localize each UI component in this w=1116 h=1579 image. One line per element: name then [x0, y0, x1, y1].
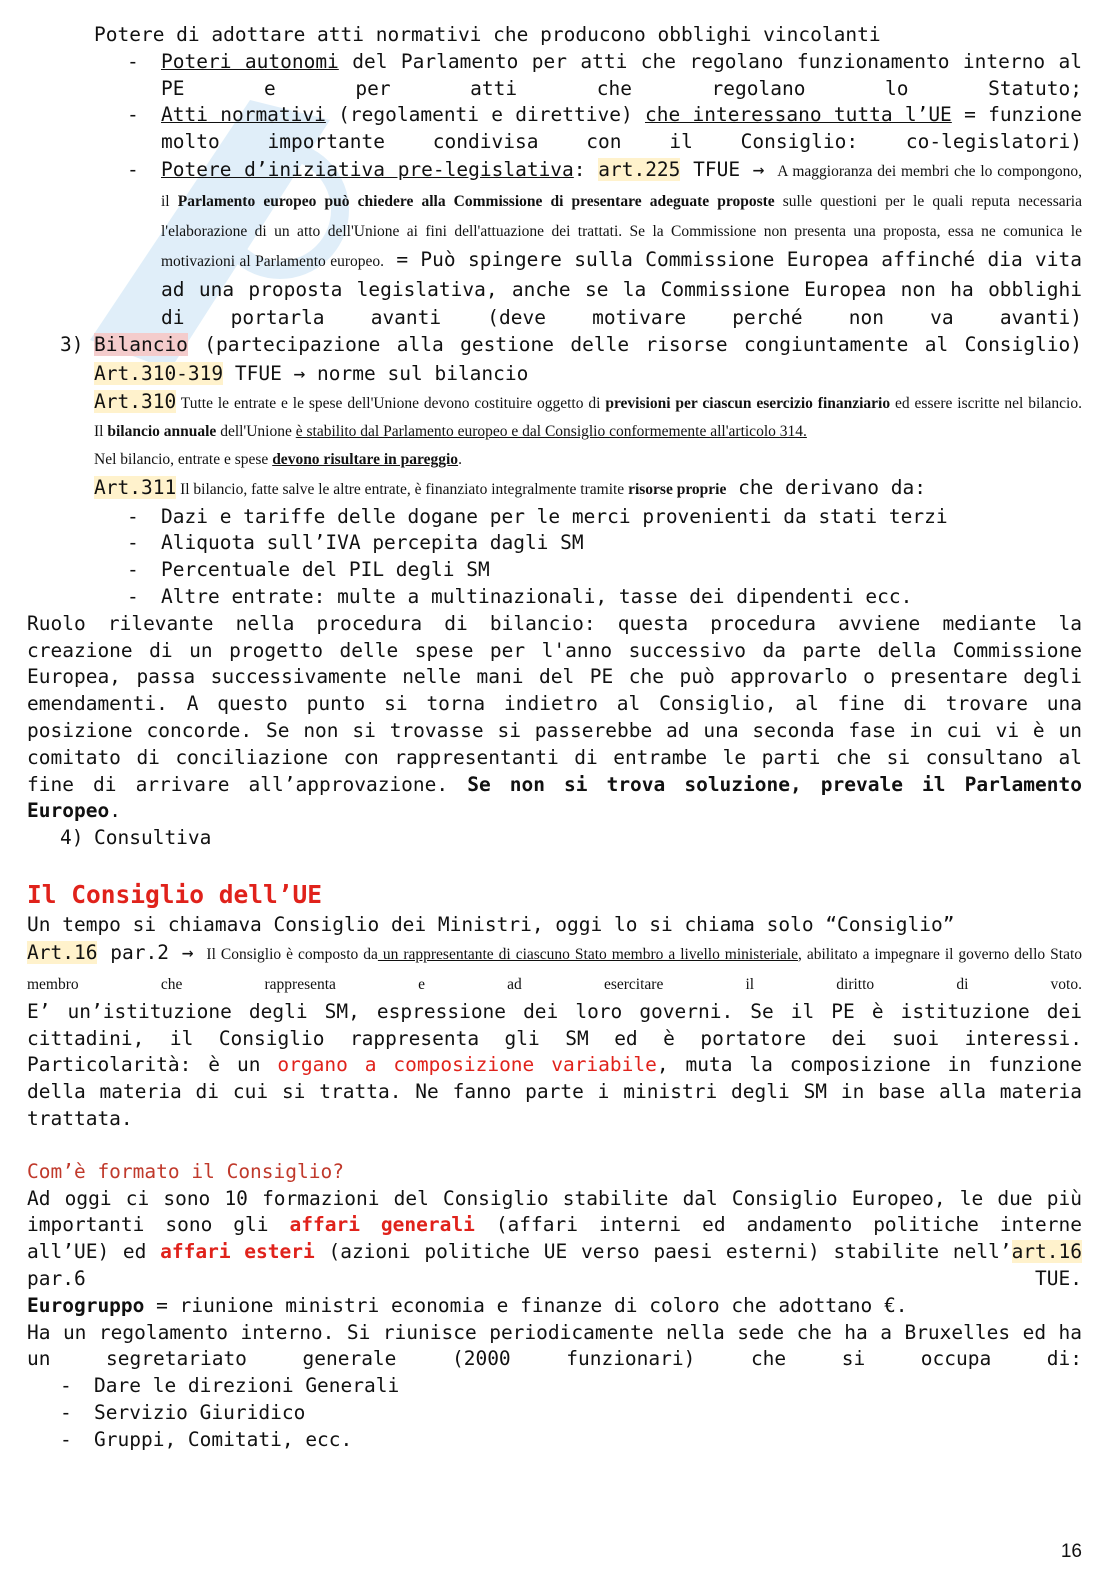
- article-quote: Il bilancio annuale dell'Unione è stabilito dal Parlamento europeo e dal Consiglio conformemente all'articolo 314.: [94, 422, 807, 440]
- paragraph: Ha un regolamento interno. Si riunisce periodicamente nella sede che ha a Bruxelles ed ha un segretariato generale (2000 funzionari) che si occupa di:: [27, 1320, 1082, 1371]
- powers-intro: Potere di adottare atti normativi che producono obblighi vincolanti: [94, 23, 881, 46]
- article-line: Art.310-319 TFUE → norme sul bilancio: [94, 361, 529, 385]
- paragraph: Ad oggi ci sono 10 formazioni del Consiglio stabilite dal Consiglio Europeo, le due più importanti sono gli affari generali (affari interni ed andamento politiche interne all’UE) ed affari esteri (azioni politiche UE verso paesi esterni) stabilite nell’art.16 par.6 TUE.: [27, 1186, 1083, 1290]
- list-item: - Dare le direzioni Generali: [60, 1374, 400, 1398]
- paragraph: Eurogruppo = riunione ministri economia e finanze di coloro che adottano €.: [27, 1293, 908, 1317]
- paragraph: Ruolo rilevante nella procedura di bilancio: questa procedura avviene mediante la creazione di un progetto delle spese per l'anno successivo da parte della Commissione Europea, passa successivamente nelle mani del PE che può approvarlo o presentare degli emendamenti. A questo punto si torna indietro al Consiglio, al fine di trovare una posizione concorde. Se non si trovasse si passerebbe ad una seconda fase in cui vi è un comitato di conciliazione con rappresentanti di entrambe le parti che si consultano al fine di arrivare all’approvazione. Se non si trova soluzione, prevale il Parlamento Europeo.: [27, 611, 1082, 823]
- bilancio-heading: 3) Bilancio (partecipazione alla gestione delle risorse congiuntamente al Consiglio): [60, 332, 1082, 356]
- list-item: - Dazi e tariffe delle dogane per le merci provenienti da stati terzi: [127, 504, 948, 528]
- article-quote: Nel bilancio, entrate e spese devono risultare in pareggio.: [94, 450, 462, 468]
- document-page: [27, 22, 1082, 1453]
- list-item: - Aliquota sull’IVA percepita dagli SM: [127, 531, 584, 555]
- list-item: - Servizio Giuridico: [60, 1400, 306, 1424]
- article-line: Art.16 par.2 → Il Consiglio è composto da un rappresentante di ciascuno Stato membro a livello ministeriale, abilitato a impegnare il governo dello Stato membro che rappresenta e ad esercitare il diritto di voto.: [27, 940, 1083, 993]
- list-item: - Atti normativi (regolamenti e direttive) che interessano tutta l’UE = funzione molto importante condivisa con il Consiglio: co-legislatori): [127, 103, 1083, 154]
- article-quote: A maggioranza dei membri che lo compongono, il Parlamento europeo può chiedere alla Commissione di presentare adeguate proposte sulle questioni per le quali reputa necessaria l'elaborazione di un atto dell'Unione ai fini dell'attuazione dei trattati. Se la Commissione non presenta una proposta, essa ne comunica le motivazioni al Parlamento europeo.: [161, 162, 1083, 270]
- list-item: - Altre entrate: multe a multinazionali, tasse dei dipendenti ecc.: [127, 584, 913, 608]
- list-item: - Gruppi, Comitati, ecc.: [60, 1427, 353, 1451]
- paragraph: Un tempo si chiamava Consiglio dei Ministri, oggi lo si chiama solo “Consiglio”: [27, 912, 955, 936]
- sub-heading: Com’è formato il Consiglio?: [27, 1159, 344, 1183]
- consultiva-item: 4) Consultiva: [60, 826, 212, 850]
- list-item: - Percentuale del PIL degli SM: [127, 558, 490, 582]
- list-item: - Poteri autonomi del Parlamento per atti che regolano funzionamento interno al PE e per atti che regolano lo Statuto;: [127, 49, 1082, 100]
- article-ref: art.225: [598, 157, 681, 181]
- page-number: 16: [1060, 1541, 1082, 1562]
- section-heading: Il Consiglio dell’UE: [27, 879, 323, 909]
- article-line: Art.311 Il bilancio, fatte salve le altre entrate, è finanziato integralmente tramite risorse proprie che derivano da:: [94, 475, 926, 499]
- article-line: Art.310 Tutte le entrate e le spese dell'Unione devono costituire oggetto di previsioni per ciascun esercizio finanziario ed essere iscritte nel bilancio.: [94, 389, 1082, 413]
- list-item: - Potere d’iniziativa pre-legislativa: art.225 TFUE → A maggioranza dei membri che lo compongono, il Parlamento europeo può chiedere alla Commissione di presentare adeguate proposte sulle questioni per le quali reputa necessaria l'elaborazione di un atto dell'Unione ai fini dell'attuazione dei trattati. Se la Commissione non presenta una proposta, essa ne comunica le motivazioni al Parlamento europeo. = Può spingere sulla Commissione Europea affinché dia vita ad una proposta legislativa, anche se la Commissione Europea non ha obblighi di portarla avanti (deve motivare perché non va avanti): [127, 157, 1083, 329]
- paragraph: E’ un’istituzione degli SM, espressione dei loro governi. Se il PE è istituzione dei cittadini, il Consiglio rappresenta gli SM ed è portatore dei suoi interessi. Particolarità: è un organo a composizione variabile, muta la composizione in funzione della materia di cui si tratta. Ne fanno parte i ministri degli SM in base alla materia trattata.: [27, 999, 1082, 1130]
